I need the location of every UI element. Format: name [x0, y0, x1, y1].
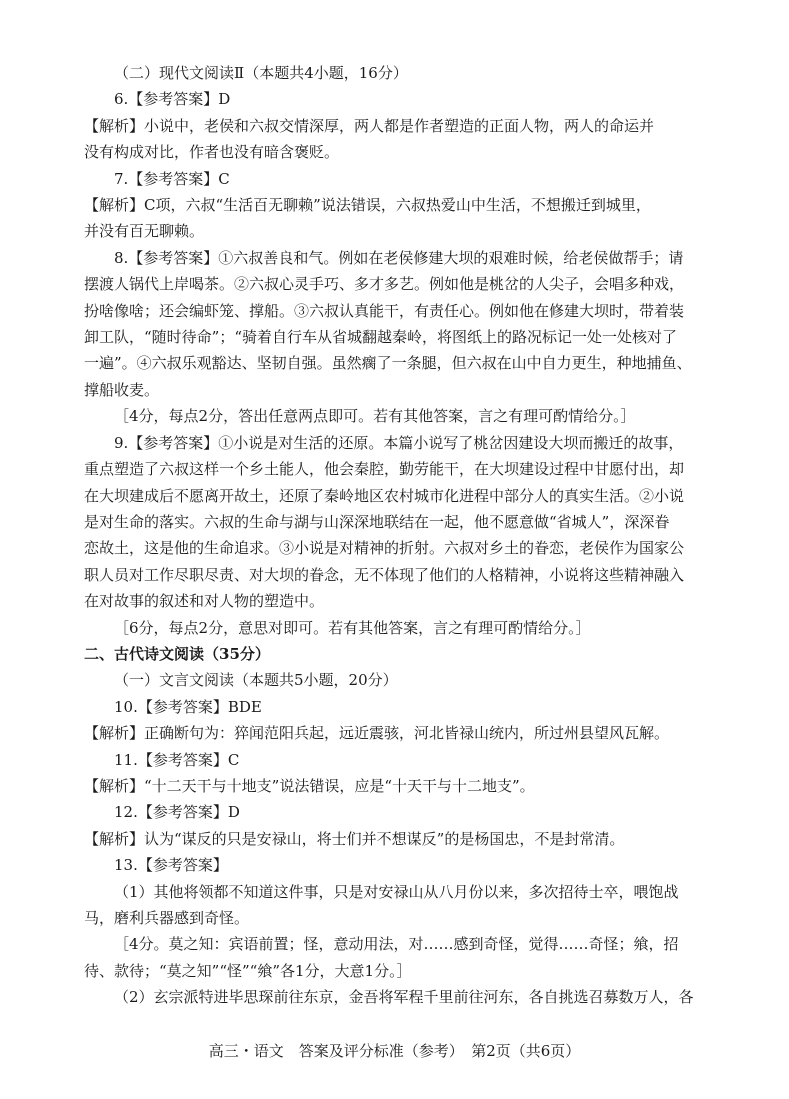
q12-analysis: 【解析】认为“谋反的只是安禄山，将士们并不想谋反”的是杨国忠，不是封常清。 — [84, 829, 625, 848]
q9-answer-line: 恋故土，这是他的生命追求。③小说是对精神的折射。六叔对乡土的眷恋，老侯作为国家公 — [84, 539, 685, 558]
q7-analysis-line: 并没有百无聊赖。 — [84, 222, 205, 241]
section-heading-classical-chinese: （一）文言文阅读（本题共5小题，20分） — [114, 671, 398, 690]
q8-answer-line: 8.【参考答案】①六叔善良和气。例如在老侯修建大坝的艰难时候，给老侯做帮手；请 — [114, 248, 684, 267]
q9-answer-line: 是对生命的落实。六叔的生命与湖与山深深地联结在一起，他不愿意做“省城人”，深深眷 — [84, 512, 670, 531]
page-footer: 高三・语文 答案及评分标准（参考） 第2页（共6页） — [208, 1042, 581, 1060]
q13-part1-line: 马，磨利兵器感到奇怪。 — [84, 909, 250, 927]
q11-answer: 11.【参考答案】C — [114, 750, 240, 769]
q13-answer: 13.【参考答案】 — [114, 856, 228, 875]
q8-answer-line: 扮啥像啥；还会编虾笼、撑船。③六叔认真能干，有责任心。例如他在修建大坝时，带着装 — [84, 301, 685, 320]
q6-analysis-line: 没有构成对比，作者也没有暗含褒贬。 — [84, 143, 340, 162]
q6-analysis-line: 【解析】小说中，老侯和六叔交情深厚，两人都是作者塑造的正面人物，两人的命运并 — [84, 116, 655, 135]
section-heading-modern-reading-2: （二）现代文阅读Ⅱ（本题共4小题，16分） — [114, 64, 408, 82]
q8-answer-line: 摆渡人锅代上岸喝茶。②六叔心灵手巧、多才多艺。例如他是桃岔的人尖子，会唱多种戏， — [84, 275, 685, 294]
q8-answer-line: 卸工队，“随时待命”；“骑着自行车从省城翻越秦岭，将图纸上的路况标记一处一处核对了 — [84, 328, 678, 347]
q7-analysis-line: 【解析】C项，六叔“生活百无聊赖”说法错误，六叔热爱山中生活，不想搬迁到城里， — [84, 196, 651, 215]
q9-answer-line: 在大坝建成后不愿离开故土，还原了秦岭地区农村城市化进程中部分人的真实生活。②小说 — [84, 486, 685, 505]
q13-part1-scoring-line: ［4分。莫之知：宾语前置；怪，意动用法，对……感到奇怪，觉得……奇怪；飨，招 — [114, 935, 679, 954]
q8-scoring-note: ［4分，每点2分，答出任意两点即可。若有其他答案，言之有理可酌情给分。］ — [114, 407, 636, 426]
q10-analysis: 【解析】正确断句为：猝闻范阳兵起，远近震骇，河北皆禄山统内，所过州县望风瓦解。 — [84, 724, 670, 743]
q6-answer: 6.【参考答案】D — [114, 90, 231, 109]
q11-analysis: 【解析】“十二天干与十地支”说法错误，应是“十天干与十二地支”。 — [84, 776, 535, 795]
q13-part2-line: （2）玄宗派特进毕思琛前往东京，金吾将军程千里前往河东，各自挑选召募数万人，各 — [114, 988, 694, 1007]
q9-answer-line: 职人员对工作尽职尽责、对大坝的眷念，无不体现了他们的人格精神，小说将这些精神融入 — [84, 565, 685, 584]
q9-answer-line: 在对故事的叙述和对人物的塑造中。 — [84, 592, 325, 611]
q8-answer-line: 一遍”。④六叔乐观豁达、坚韧自强。虽然瘸了一条腿，但六叔在山中自力更生，种地捕鱼、 — [84, 354, 692, 373]
q10-answer: 10.【参考答案】BDE — [114, 697, 262, 716]
q9-answer-line: 9.【参考答案】①小说是对生活的还原。本篇小说写了桃岔因建设大坝而搬迁的故事， — [114, 433, 684, 452]
q12-answer: 12.【参考答案】D — [114, 803, 240, 822]
q8-answer-line: 撑船收麦。 — [84, 380, 160, 399]
q7-answer: 7.【参考答案】C — [114, 169, 230, 188]
q9-answer-line: 重点塑造了六叔这样一个乡土能人，他会秦腔，勤劳能干，在大坝建设过程中甘愿付出，却 — [84, 460, 685, 479]
part-2-heading: 二、古代诗文阅读（35分） — [84, 644, 270, 663]
q9-scoring-note: ［6分，每点2分，意思对即可。若有其他答案，言之有理可酌情给分。］ — [114, 618, 591, 637]
q13-part1-line: （1）其他将领都不知道这件事，只是对安禄山从八月份以来，多次招待士卒，喂饱战 — [114, 882, 679, 901]
q13-part1-scoring-line: 待、款待；“莫之知”“怪”“飨”各1分，大意1分。］ — [84, 961, 412, 980]
page-content — [84, 60, 710, 1011]
